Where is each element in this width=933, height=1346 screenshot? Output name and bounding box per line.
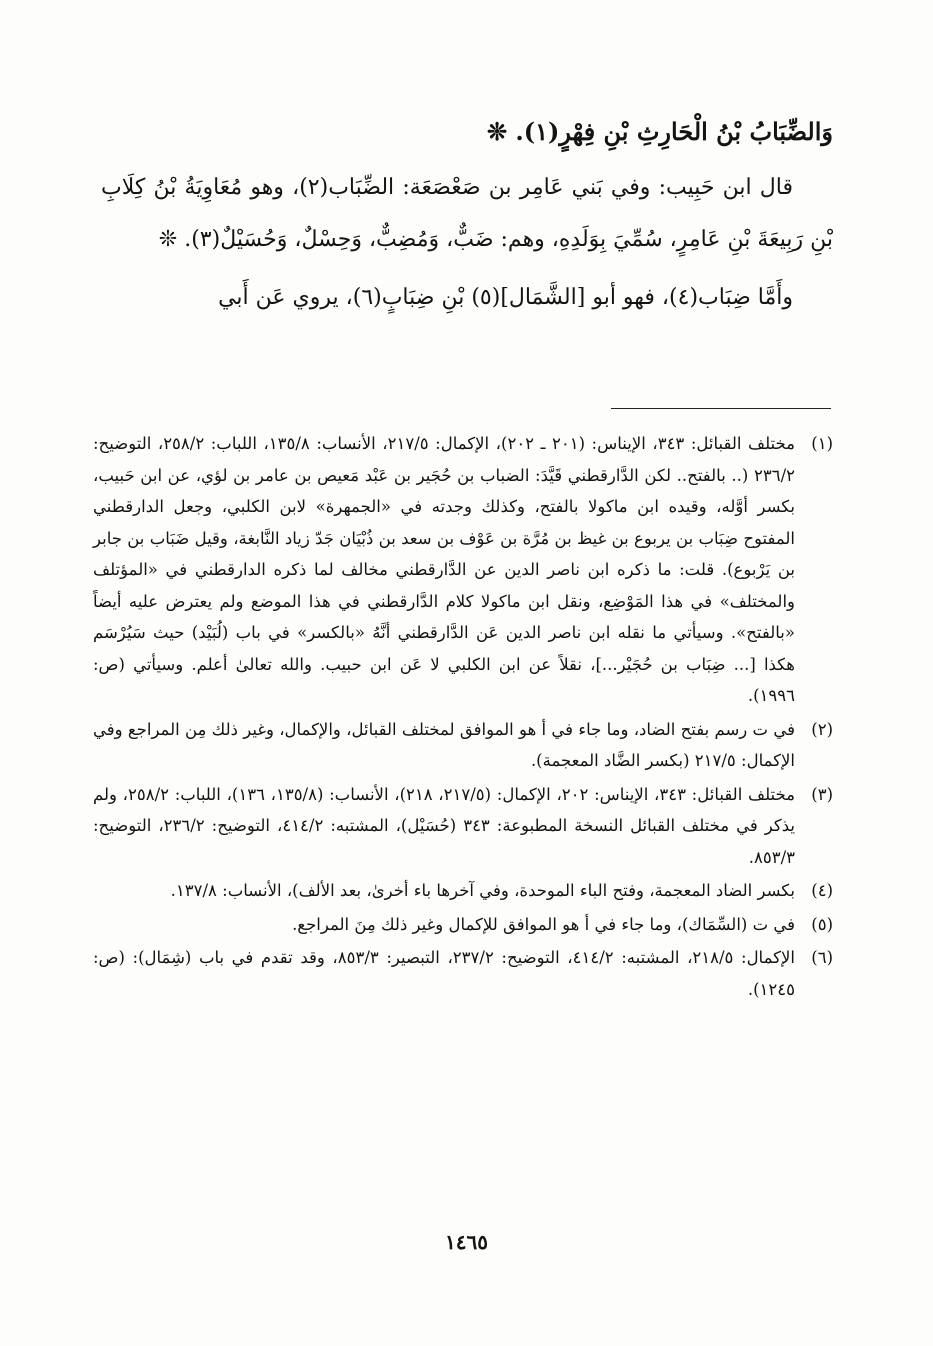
paragraph-1: قال ابن حَبِيب: وفي بَني عَامِر بن صَعْصَعَة: الضِّبَاب(٢)، وهو مُعَاوِيَةُ بْنُ كِلَابِ بْنِ رَبِيعَةَ بْنِ عَامِرٍ، سُمِّيَ بِوَلَدِهِ، وهم: ضَبٌّ، وَمُضِبٌّ، وَحِسْلٌ، وَحُسَيْلٌ(٣). ❊ [101, 175, 833, 252]
footnotes [93, 428, 833, 1007]
footnote-5 [93, 909, 833, 941]
footnote-number: (٦) [811, 948, 833, 967]
footnote-4 [93, 875, 833, 907]
page-number: ١٤٦٥ [445, 1230, 488, 1254]
footnote-text: في ت رسم بفتح الضاد، وما جاء في أ هو الموافق لمختلف القبائل، والإكمال، وغير ذلك مِن المراجع وفي الإكمال: ٢١٧/٥ (بكسر الضَّاد المعجمة). [93, 719, 795, 770]
entry-heading: وَالضِّبَابُ بْنُ الْحَارِثِ بْنِ فِهْرٍ(١). ❊ [486, 117, 833, 146]
footnote-number: (٢) [811, 719, 833, 739]
footnote-3 [93, 779, 833, 874]
footnote-text: في ت (السِّمَاك)، وما جاء في أ هو الموافق للإكمال وغير ذلك مِنَ المراجع. [292, 914, 795, 934]
footnote-number: (١) [811, 434, 833, 453]
footnote-text: بكسر الضاد المعجمة، وفتح الباء الموحدة، وفي آخرها باء أخرىٰ، بعد الألف)، الأنساب: ١٣٧/٨. [170, 881, 795, 900]
footnote-number: (٥) [811, 914, 833, 934]
footnote-separator [611, 408, 831, 409]
paragraph-2: وأَمَّا ضِبَاب(٤)، فهو أبو [الشَّمَال](٥) بْنِ ضِبَابٍ(٦)، يروي عَن أَبي [218, 285, 793, 310]
footnote-number: (٤) [811, 881, 833, 900]
footnote-6 [93, 942, 833, 1005]
footnote-2 [93, 714, 833, 777]
main-text [101, 110, 833, 330]
footnote-text: الإكمال: ٢١٨/٥، المشتبه: ٤١٤/٢، التوضيح: ٢٣٧/٢، التبصير: ٨٥٣/٣، وقد تقدم في باب (شِمَال): (ص: ١٢٤٥). [93, 948, 795, 999]
footnote-text: مختلف القبائل: ٣٤٣، الإيناس: ٢٠٢، الإكمال: (٢١٧/٥، ٢١٨)، الأنساب: (١٣٥/٨، ١٣٦)، اللباب: ٢٥٨/٢، ولم يذكر في مختلف القبائل النسخة المطبوعة: ٣٤٣ (حُسَيْل)، المشتبه: ٤١٤/٢، التوضيح: ٢٣٦/٢، التوضيح: ٨٥٣/٣. [93, 784, 795, 867]
footnote-text: مختلف القبائل: ٣٤٣، الإيناس: (٢٠١ ـ ٢٠٢)، الإكمال: ٢١٧/٥، الأنساب: ١٣٥/٨، اللباب: ٢٥٨/٢، التوضيح: ٢٣٦/٢ (.. بالفتح.. لكن الدَّارقطني قَيَّدَ: الضباب بن حُجَير بن عَبْد مَعيص بن عامر بن لؤي، عن ابن حَبيب، بكسر أوَّله، وقيده ابن ماكولا بالفتح، وكذلك وجدته في «الجمهرة» لابن الكلبي، وجعل الدارقطني المفتوح ضِبَاب بن يربوع بن غيظ بن مُرَّة بن عَوْف بن سعد بن ذُبْيَان جَدّ زياد النَّابغة، وقيل ضَبَاب بن جابر بن يَرْبوع). قلت: ما ذكره ابن ناصر الدين عن الدَّارقطني مخالف لما ذكره الدارقطني في «المؤتلف والمختلف» في هذا المَوْضِع، ونقل ابن ماكولا كلام الدَّارقطني في هذا الموضع ولم يعترض عليه أيضاً «بالفتح». وسيأتي ما نقله ابن ناصر الدين عَن الدَّارقطني أنَّهُ «بالكسر» في باب (لُبَيْد) حيث سَيُرْسَم هكذا [... ضِبَاب بن حُجَيْر...]، نقلاً عن ابن الكلبي لا عَن ابن حبيب. والله تعالىٰ أعلم. وسيأتي (ص: ١٩٩٦). [93, 434, 795, 705]
footnote-1 [93, 428, 833, 712]
footnote-number: (٣) [811, 784, 833, 804]
